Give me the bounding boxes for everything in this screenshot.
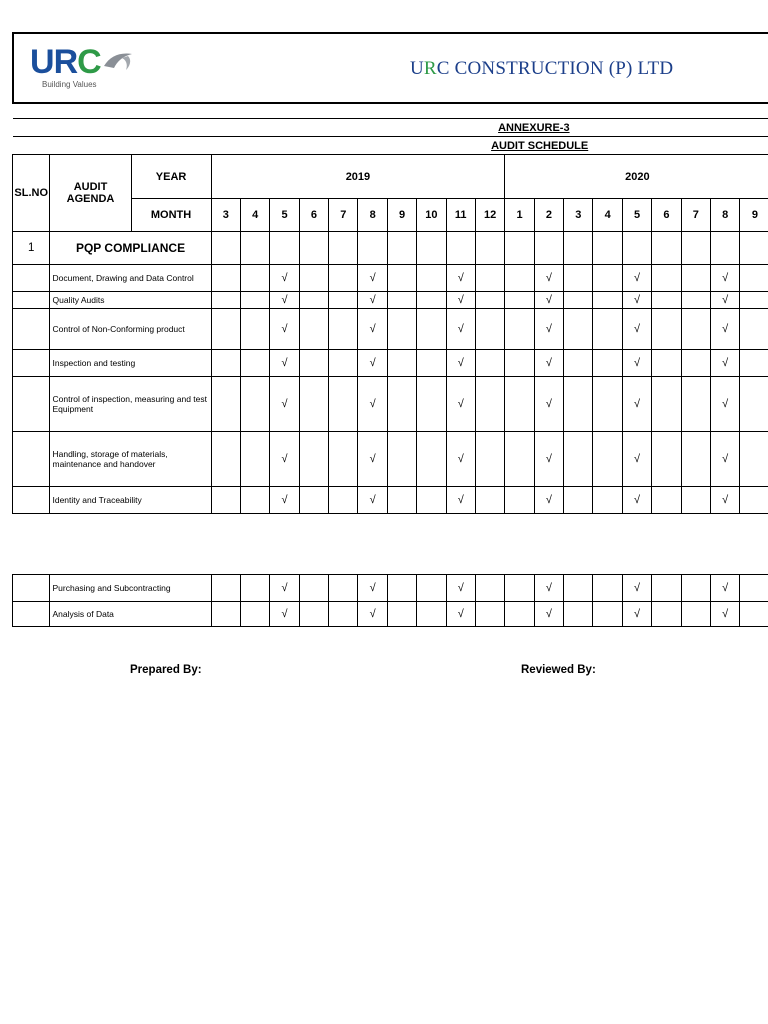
empty-cell [505, 265, 534, 292]
company-name: URC CONSTRUCTION (P) LTD [410, 58, 674, 79]
empty-cell [387, 602, 416, 627]
table-row [13, 377, 768, 432]
scheduled-tick: √ [270, 350, 299, 377]
letterhead [12, 32, 768, 104]
empty-cell [740, 602, 768, 627]
month-header-cell: 9 [387, 199, 416, 232]
empty-cell [329, 292, 358, 309]
empty-cell [475, 377, 504, 432]
empty-cell [681, 232, 710, 265]
table-row [13, 487, 768, 514]
scheduled-tick: √ [622, 602, 651, 627]
empty-cell [505, 292, 534, 309]
empty-cell [387, 487, 416, 514]
audit-item-label: Purchasing and Subcontracting [50, 575, 211, 602]
scheduled-tick: √ [270, 602, 299, 627]
empty-cell [270, 232, 299, 265]
slno-cell [13, 487, 50, 514]
month-header-cell: 3 [564, 199, 593, 232]
table-row [13, 292, 768, 309]
empty-cell [681, 350, 710, 377]
empty-cell [681, 575, 710, 602]
scheduled-tick: √ [358, 265, 387, 292]
empty-cell [475, 602, 504, 627]
scheduled-tick: √ [446, 575, 475, 602]
month-header-cell: 4 [240, 199, 269, 232]
logo-swoosh-icon [102, 50, 134, 72]
scheduled-tick: √ [358, 432, 387, 487]
empty-cell [299, 292, 328, 309]
table-row [13, 350, 768, 377]
scheduled-tick: √ [534, 292, 563, 309]
empty-cell [240, 232, 269, 265]
slno-cell [13, 602, 50, 627]
empty-cell [505, 432, 534, 487]
empty-cell [240, 487, 269, 514]
month-header-cell: 12 [475, 199, 504, 232]
empty-cell [329, 350, 358, 377]
empty-cell [329, 309, 358, 350]
scheduled-tick: √ [534, 432, 563, 487]
empty-cell [740, 350, 768, 377]
empty-cell [299, 377, 328, 432]
empty-cell [564, 575, 593, 602]
empty-cell [740, 232, 768, 265]
logo-tagline: Building Values [42, 80, 97, 89]
empty-cell [652, 575, 681, 602]
empty-cell [329, 487, 358, 514]
scheduled-tick: √ [622, 487, 651, 514]
empty-cell [505, 377, 534, 432]
empty-cell [211, 602, 240, 627]
empty-cell [740, 265, 768, 292]
empty-cell [387, 292, 416, 309]
empty-cell [211, 487, 240, 514]
scheduled-tick: √ [270, 309, 299, 350]
table-row [13, 432, 768, 487]
audit-schedule-table [12, 118, 768, 514]
empty-cell [417, 232, 446, 265]
scheduled-tick: √ [534, 309, 563, 350]
scheduled-tick: √ [534, 265, 563, 292]
empty-cell [740, 377, 768, 432]
scheduled-tick: √ [270, 432, 299, 487]
empty-cell [740, 575, 768, 602]
empty-cell [652, 350, 681, 377]
audit-item-label: Control of Non-Conforming product [50, 309, 211, 350]
table-row [13, 602, 768, 627]
empty-cell [681, 309, 710, 350]
empty-cell [564, 292, 593, 309]
slno-header: SL.NO [13, 155, 50, 232]
empty-cell [681, 292, 710, 309]
slno-cell [13, 575, 50, 602]
logo-letter-r: R [53, 43, 78, 81]
empty-cell [475, 432, 504, 487]
scheduled-tick: √ [622, 575, 651, 602]
prepared-by-label: Prepared By: [130, 664, 202, 676]
slno-cell [13, 265, 50, 292]
empty-cell [299, 350, 328, 377]
empty-cell [475, 232, 504, 265]
empty-cell [329, 432, 358, 487]
slno-cell [13, 377, 50, 432]
empty-cell [593, 602, 622, 627]
month-header-cell: 7 [329, 199, 358, 232]
slno-cell [13, 292, 50, 309]
scheduled-tick: √ [622, 309, 651, 350]
empty-cell [299, 232, 328, 265]
empty-cell [417, 575, 446, 602]
month-header-cell: 9 [740, 199, 768, 232]
empty-cell [564, 265, 593, 292]
scheduled-tick: √ [622, 265, 651, 292]
empty-cell [240, 432, 269, 487]
empty-cell [329, 265, 358, 292]
empty-cell [211, 350, 240, 377]
audit-item-label: Control of inspection, measuring and test Equipment [50, 377, 211, 432]
empty-cell [299, 265, 328, 292]
empty-cell [240, 350, 269, 377]
empty-cell [387, 232, 416, 265]
scheduled-tick: √ [270, 292, 299, 309]
empty-cell [240, 377, 269, 432]
empty-cell [417, 350, 446, 377]
empty-cell [505, 487, 534, 514]
scheduled-tick: √ [710, 292, 739, 309]
empty-cell [652, 432, 681, 487]
logo-letter-u: U [30, 43, 54, 81]
empty-cell [387, 432, 416, 487]
empty-cell [505, 602, 534, 627]
empty-cell [564, 432, 593, 487]
empty-cell [652, 377, 681, 432]
empty-cell [534, 232, 563, 265]
empty-cell [710, 232, 739, 265]
agenda-header: AUDIT AGENDA [50, 155, 131, 232]
empty-cell [505, 309, 534, 350]
empty-cell [417, 602, 446, 627]
empty-cell [417, 487, 446, 514]
table-row [13, 309, 768, 350]
empty-cell [417, 309, 446, 350]
scheduled-tick: √ [358, 602, 387, 627]
empty-cell [564, 232, 593, 265]
empty-cell [593, 432, 622, 487]
scheduled-tick: √ [710, 602, 739, 627]
slno-cell [13, 432, 50, 487]
scheduled-tick: √ [358, 350, 387, 377]
scheduled-tick: √ [358, 575, 387, 602]
scheduled-tick: √ [270, 377, 299, 432]
empty-cell [240, 265, 269, 292]
empty-cell [211, 377, 240, 432]
audit-item-label: Identity and Traceability [50, 487, 211, 514]
scheduled-tick: √ [710, 265, 739, 292]
year-header: YEAR [131, 155, 211, 199]
logo-letter-c: C [77, 43, 101, 81]
month-header-cell: 2 [534, 199, 563, 232]
empty-cell [622, 232, 651, 265]
month-header-cell: 5 [270, 199, 299, 232]
empty-cell [652, 292, 681, 309]
empty-cell [417, 377, 446, 432]
empty-cell [652, 487, 681, 514]
empty-cell [329, 575, 358, 602]
scheduled-tick: √ [270, 575, 299, 602]
audit-schedule-table-continued [12, 574, 768, 627]
scheduled-tick: √ [446, 309, 475, 350]
scheduled-tick: √ [446, 432, 475, 487]
empty-cell [652, 602, 681, 627]
empty-cell [211, 575, 240, 602]
scheduled-tick: √ [446, 350, 475, 377]
empty-cell [652, 265, 681, 292]
empty-cell [240, 575, 269, 602]
empty-cell [358, 232, 387, 265]
empty-cell [299, 602, 328, 627]
section-number: 1 [13, 232, 50, 265]
company-logo [30, 44, 130, 92]
audit-item-label: Quality Audits [50, 292, 211, 309]
scheduled-tick: √ [270, 265, 299, 292]
month-header-cell: 5 [622, 199, 651, 232]
month-header-cell: 8 [710, 199, 739, 232]
empty-cell [505, 232, 534, 265]
section-title: PQP COMPLIANCE [50, 232, 211, 265]
empty-cell [593, 350, 622, 377]
empty-cell [475, 292, 504, 309]
empty-cell [211, 292, 240, 309]
month-header-cell: 10 [417, 199, 446, 232]
annexure-label: ANNEXURE-3 [211, 119, 768, 137]
scheduled-tick: √ [710, 432, 739, 487]
scheduled-tick: √ [710, 350, 739, 377]
empty-cell [387, 575, 416, 602]
empty-cell [211, 265, 240, 292]
scheduled-tick: √ [446, 292, 475, 309]
empty-cell [211, 432, 240, 487]
slno-cell [13, 350, 50, 377]
empty-cell [387, 309, 416, 350]
scheduled-tick: √ [446, 602, 475, 627]
schedule-title: AUDIT SCHEDULE [211, 137, 768, 155]
scheduled-tick: √ [534, 350, 563, 377]
reviewed-by-label: Reviewed By: [521, 664, 596, 676]
empty-cell [593, 232, 622, 265]
empty-cell [417, 292, 446, 309]
empty-cell [564, 350, 593, 377]
empty-cell [593, 377, 622, 432]
empty-cell [740, 487, 768, 514]
empty-cell [681, 432, 710, 487]
month-header: MONTH [131, 199, 211, 232]
year-2020: 2020 [505, 155, 768, 199]
month-header-cell: 1 [505, 199, 534, 232]
empty-cell [417, 432, 446, 487]
empty-cell [681, 487, 710, 514]
empty-cell [505, 350, 534, 377]
empty-cell [564, 377, 593, 432]
empty-cell [240, 309, 269, 350]
empty-cell [299, 575, 328, 602]
scheduled-tick: √ [534, 487, 563, 514]
empty-cell [740, 309, 768, 350]
empty-cell [564, 602, 593, 627]
scheduled-tick: √ [710, 377, 739, 432]
empty-cell [329, 232, 358, 265]
empty-cell [681, 602, 710, 627]
scheduled-tick: √ [358, 309, 387, 350]
scheduled-tick: √ [446, 377, 475, 432]
month-header-cell: 6 [652, 199, 681, 232]
scheduled-tick: √ [710, 575, 739, 602]
scheduled-tick: √ [358, 377, 387, 432]
slno-cell [13, 309, 50, 350]
empty-cell [329, 602, 358, 627]
scheduled-tick: √ [622, 292, 651, 309]
empty-cell [740, 292, 768, 309]
empty-cell [475, 265, 504, 292]
audit-item-label: Handling, storage of materials, maintenance and handover [50, 432, 211, 487]
empty-cell [211, 309, 240, 350]
empty-cell [299, 432, 328, 487]
empty-cell [475, 575, 504, 602]
empty-cell [681, 377, 710, 432]
audit-item-label: Inspection and testing [50, 350, 211, 377]
empty-cell [240, 292, 269, 309]
scheduled-tick: √ [358, 487, 387, 514]
empty-cell [475, 487, 504, 514]
empty-cell [329, 377, 358, 432]
month-header-cell: 8 [358, 199, 387, 232]
audit-item-label: Document, Drawing and Data Control [50, 265, 211, 292]
empty-cell [681, 265, 710, 292]
year-2019: 2019 [211, 155, 505, 199]
empty-cell [593, 575, 622, 602]
scheduled-tick: √ [358, 292, 387, 309]
table-row [13, 575, 768, 602]
empty-cell [564, 309, 593, 350]
empty-cell [652, 232, 681, 265]
empty-cell [387, 350, 416, 377]
scheduled-tick: √ [622, 377, 651, 432]
empty-cell [240, 602, 269, 627]
empty-cell [475, 350, 504, 377]
scheduled-tick: √ [534, 602, 563, 627]
scheduled-tick: √ [270, 487, 299, 514]
scheduled-tick: √ [534, 575, 563, 602]
empty-cell [652, 309, 681, 350]
scheduled-tick: √ [622, 432, 651, 487]
empty-cell [299, 309, 328, 350]
empty-cell [417, 265, 446, 292]
scheduled-tick: √ [710, 309, 739, 350]
audit-item-label: Analysis of Data [50, 602, 211, 627]
empty-cell [564, 487, 593, 514]
scheduled-tick: √ [622, 350, 651, 377]
empty-cell [593, 309, 622, 350]
table-row [13, 265, 768, 292]
scheduled-tick: √ [446, 265, 475, 292]
month-header-cell: 4 [593, 199, 622, 232]
month-header-cell: 11 [446, 199, 475, 232]
empty-cell [475, 309, 504, 350]
empty-cell [299, 487, 328, 514]
empty-cell [446, 232, 475, 265]
month-header-cell: 3 [211, 199, 240, 232]
scheduled-tick: √ [446, 487, 475, 514]
empty-cell [593, 487, 622, 514]
month-header-cell: 6 [299, 199, 328, 232]
empty-cell [593, 292, 622, 309]
empty-cell [387, 265, 416, 292]
empty-cell [593, 265, 622, 292]
empty-cell [505, 575, 534, 602]
scheduled-tick: √ [710, 487, 739, 514]
month-header-cell: 7 [681, 199, 710, 232]
empty-cell [387, 377, 416, 432]
scheduled-tick: √ [534, 377, 563, 432]
empty-cell [211, 232, 240, 265]
empty-cell [740, 432, 768, 487]
